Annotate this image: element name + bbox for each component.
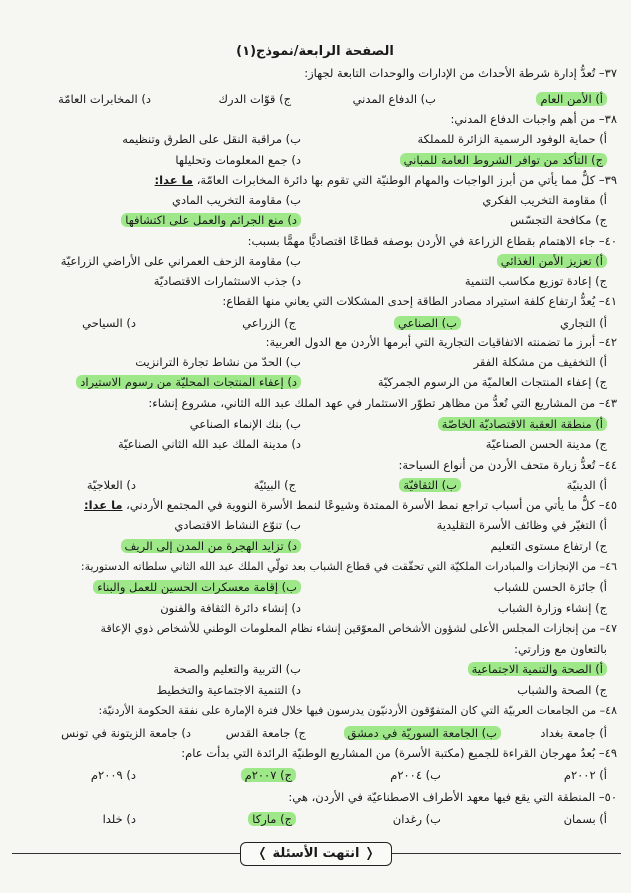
question-47: ٤٧– من إنجازات المجلس الأعلى لشؤون الأشخاص المعوّقين إنشاء نظام المعلومات الوطني للأشخاص ذوي الإعاقة (100, 622, 617, 635)
q44-option-a[interactable]: أ) الدينيّة (566, 478, 607, 492)
q50-option-d[interactable]: د) خلدا (102, 812, 136, 826)
q48-option-d[interactable]: د) جامعة الزيتونة في تونس (61, 726, 191, 740)
q48-option-a[interactable]: أ) جامعة بغداد (540, 726, 607, 740)
q47-option-b[interactable]: ب) التربية والتعليم والصحة (173, 662, 301, 676)
question-45: ٤٥– كلٌّ ما يأتي من أسباب تراجع نمط الأسرة الممتدة وشيوعًا لنمط الأسرة النووية في المجتمع الأردني، ما عدا: (84, 498, 617, 512)
q39-option-b[interactable]: ب) مقاومة التخريب المادي (171, 193, 301, 207)
question-49: ٤٩– بُعدُ مهرجان القراءة للجميع (مكتبة الأسرة) من المشاريع الوطنيّة الرائدة التي بدأت عام: (181, 746, 617, 760)
q46-option-b[interactable]: ب) إقامة معسكرات الحسين للعمل والبناء (93, 580, 301, 594)
q47-option-a[interactable]: أ) الصحة والتنمية الاجتماعية (468, 662, 607, 676)
q42-option-a[interactable]: أ) التخفيف من مشكلة الفقر (473, 355, 607, 369)
q42-option-c[interactable]: ج) إعفاء المنتجات العالميّة من الرسوم الجمركيّة (377, 375, 607, 389)
q39-option-a[interactable]: أ) مقاومة التخريب الفكري (482, 193, 607, 207)
q48-option-b[interactable]: ب) الجامعة السوريّة في دمشق (344, 726, 501, 740)
q44-option-c[interactable]: ج) البيئيّة (253, 478, 296, 492)
q46-option-a[interactable]: أ) جائزة الحسن للشباب (493, 580, 607, 594)
q37-option-d[interactable]: د) المخابرات العامّة (58, 92, 151, 106)
q44-option-d[interactable]: د) العلاجيّة (86, 478, 136, 492)
question-50: ٥٠– المنطقة التي يقع فيها معهد الأطراف الاصطناعيّة في الأردن، هي: (288, 790, 617, 804)
q45-option-c[interactable]: ج) ارتفاع مستوى التعليم (490, 539, 607, 553)
q41-option-d[interactable]: د) السياحي (82, 316, 136, 330)
q49-option-c[interactable]: ج) ٢٠٠٧م (241, 768, 296, 782)
q47-option-d[interactable]: د) التنمية الاجتماعية والتخطيط (156, 683, 301, 697)
question-40: ٤٠– جاء الاهتمام بقطاع الزراعة في الأردن بوصفه قطاعًا اقتصاديًّا مهمًّا بسبب: (247, 234, 617, 248)
q38-option-c[interactable]: ج) التأكد من توافر الشروط العامة للمباني (400, 153, 607, 167)
q44-option-b[interactable]: ب) الثقافيّة (399, 478, 461, 492)
q41-option-b[interactable]: ب) الصناعي (394, 316, 461, 330)
q43-option-a[interactable]: أ) منطقة العقبة الاقتصاديّة الخاصّة (438, 417, 607, 431)
q39-option-c[interactable]: ج) مكافحة التجسّس (510, 213, 607, 227)
q39-option-d[interactable]: د) منع الجرائم والعمل على اكتشافها (121, 213, 301, 227)
q49-option-b[interactable]: ب) ٢٠٠٤م (390, 768, 441, 782)
q40-option-d[interactable]: د) جذب الاستثمارات الاقتصاديّة (153, 274, 301, 288)
q38-option-a[interactable]: أ) حماية الوفود الرسمية الزائرة للمملكة (417, 132, 607, 146)
q45-option-a[interactable]: أ) التغيّر في وظائف الأسرة التقليدية (436, 518, 607, 532)
q38-option-b[interactable]: ب) مراقبة النقل على الطرق وتنظيمه (122, 132, 301, 146)
question-42: ٤٢– أبرز ما تضمنته الاتفاقيات التجارية التي أبرمها الأردن مع الدول العربية: (265, 335, 617, 349)
q41-option-a[interactable]: أ) التجاري (560, 316, 607, 330)
question-47-continued: بالتعاون مع وزارتي: (514, 642, 607, 656)
q46-option-c[interactable]: ج) إنشاء وزارة الشباب (497, 601, 607, 615)
question-39: ٣٩– كلٌّ مما يأتي من أبرز الواجبات والمهام الوطنيّة التي تقوم بها دائرة المخابرات العامّة، ما عدا: (154, 173, 617, 187)
q41-option-c[interactable]: ج) الزراعي (242, 316, 296, 330)
q37-option-a[interactable]: أ) الأمن العام (536, 92, 607, 106)
q49-option-d[interactable]: د) ٢٠٠٩م (90, 768, 136, 782)
q40-option-c[interactable]: ج) إعادة توزيع مكاسب التنمية (464, 274, 607, 288)
q42-option-d[interactable]: د) إعفاء المنتجات المحليّة من رسوم الاستيراد (76, 375, 301, 389)
q50-option-b[interactable]: ب) رغدان (392, 812, 441, 826)
end-of-questions: ❬ انتهت الأسئلة ❭ (240, 842, 392, 866)
question-44: ٤٤– تُعدُّ زيارة متحف الأردن من أنواع السياحة: (398, 458, 617, 472)
q43-option-b[interactable]: ب) بنك الإنماء الصناعي (189, 417, 301, 431)
q49-option-a[interactable]: أ) ٢٠٠٢م (563, 768, 607, 782)
question-46: ٤٦– من الإنجازات والمبادرات الملكيّة التي تحقّقت في قطاع الشباب بعد تولّي الملك عبد الله الثاني سلطاته الدستورية: (80, 560, 617, 573)
q43-option-c[interactable]: ج) مدينة الحسن الصناعيّة (485, 437, 607, 451)
q47-option-c[interactable]: ج) الصحة والشباب (517, 683, 607, 697)
q40-option-b[interactable]: ب) مقاومة الزحف العمراني على الأراضي الزراعيّة (60, 254, 301, 268)
question-37: ٣٧– تُعدُّ إدارة شرطة الأحداث من الإدارات والوحدات التابعة لجهاز: (304, 66, 617, 80)
page-header: الصفحة الرابعة/نموذج(١) (236, 44, 394, 59)
q37-option-b[interactable]: ب) الدفاع المدني (352, 92, 436, 106)
q45-option-d[interactable]: د) تزايد الهجرة من المدن إلى الريف (121, 539, 302, 553)
question-43: ٤٣– من المشاريع التي تُعدُّ من مظاهر تطوّر الاستثمار في عهد الملك عبد الله الثاني، مشروع إنشاء: (148, 396, 617, 410)
question-48: ٤٨– من الجامعات العربيّة التي كان المتفوّقون الأردنيّون يدرسون فيها خلال فترة الإمارة على نفقة الحكومة الأردنيّة: (98, 704, 617, 717)
q45-option-b[interactable]: ب) تنوّع النشاط الاقتصادي (174, 518, 301, 532)
q40-option-a[interactable]: أ) تعزيز الأمن الغذائي (497, 254, 607, 268)
question-41: ٤١– يُعدُّ ارتفاع كلفة استيراد مصادر الطاقة إحدى المشكلات التي يعاني منها القطاع: (222, 294, 617, 308)
q42-option-b[interactable]: ب) الحدّ من نشاط تجارة الترانزيت (135, 355, 301, 369)
q50-option-a[interactable]: أ) بسمان (563, 812, 607, 826)
q48-option-c[interactable]: ج) جامعة القدس (225, 726, 306, 740)
q46-option-d[interactable]: د) إنشاء دائرة الثقافة والفنون (160, 601, 301, 615)
q43-option-d[interactable]: د) مدينة الملك عبد الله الثاني الصناعيّة (117, 437, 301, 451)
q38-option-d[interactable]: د) جمع المعلومات وتحليلها (175, 153, 301, 167)
question-38: ٣٨– من أهم واجبات الدفاع المدني: (450, 112, 617, 126)
q50-option-c[interactable]: ج) ماركا (248, 812, 296, 826)
q37-option-c[interactable]: ج) قوّات الدرك (218, 92, 291, 106)
